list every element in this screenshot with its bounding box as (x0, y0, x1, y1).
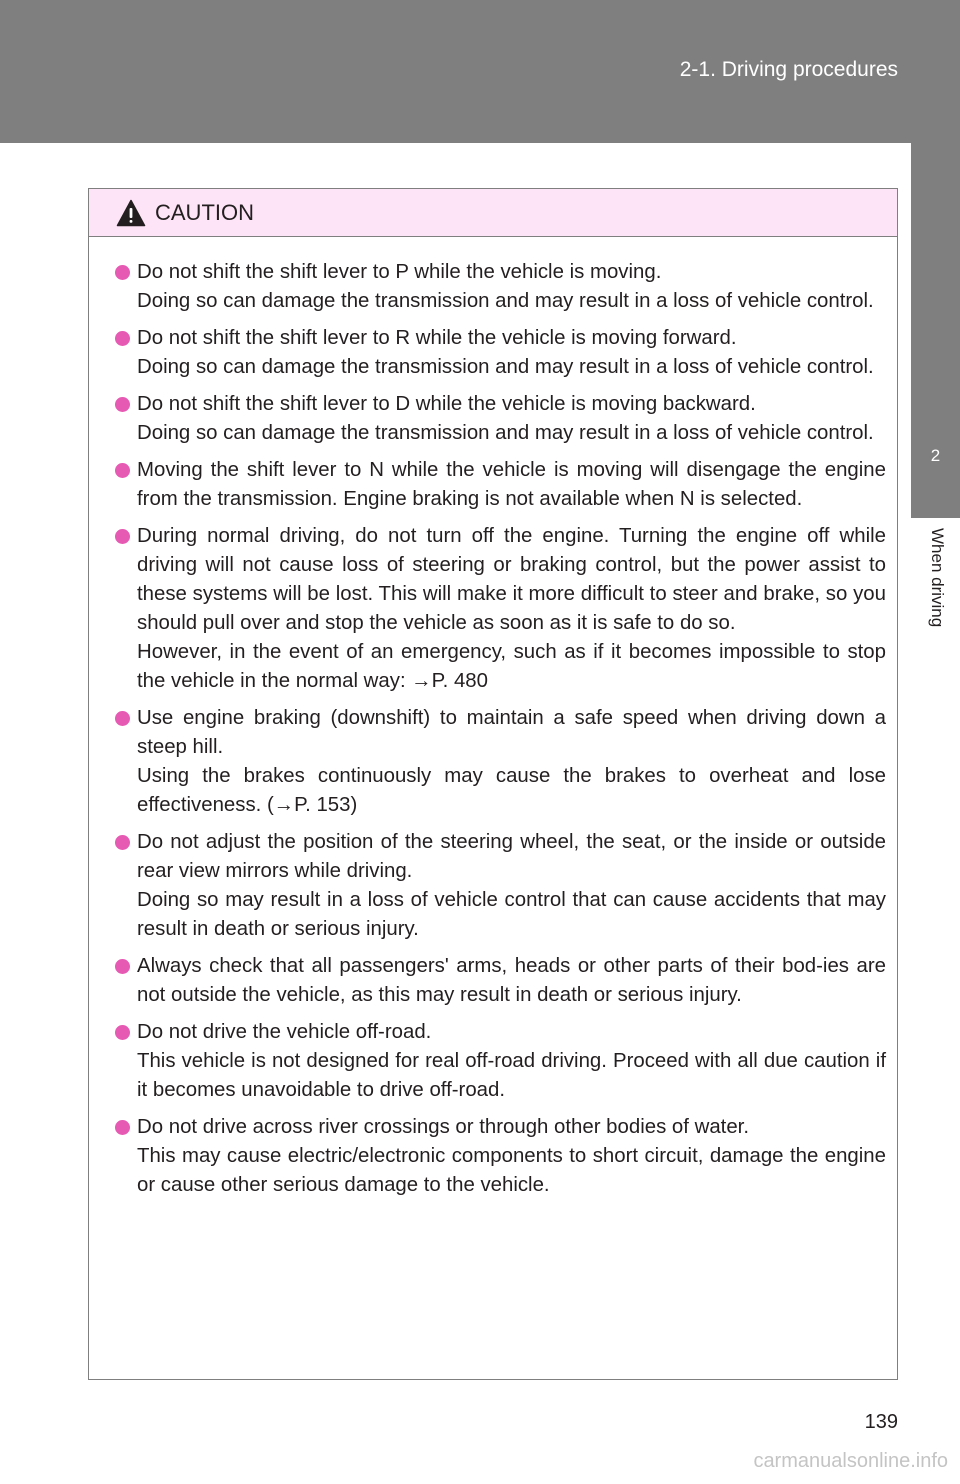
bullet-icon (115, 463, 130, 478)
caution-explanation: This vehicle is not designed for real off-road driving. Proceed with all due caution if it becomes unavoidable to drive off-road. (137, 1050, 886, 1101)
caution-title: CAUTION (155, 199, 254, 225)
caution-statement: Moving the shift lever to N while the vehicle is moving will disengage the engine from the transmission. Engine braking is not available when N is selected. (137, 459, 886, 510)
caution-statement: Do not drive the vehicle off-road. (137, 1021, 432, 1043)
bullet-icon (115, 1025, 130, 1040)
chapter-label: When driving (928, 528, 947, 628)
section-title: 2-1. Driving procedures (679, 58, 898, 81)
caution-item (115, 390, 886, 448)
caution-statement: Always check that all passengers' arms, heads or other parts of their bod-ies are not outside the vehicle, as this may result in death or serious injury. (137, 955, 886, 1006)
caution-item (115, 522, 886, 696)
caution-explanation: Using the brakes continuously may cause the brakes to overheat and lose effectiveness. (→P. 153) (137, 765, 886, 816)
warning-triangle-icon (116, 199, 146, 227)
caution-explanation: Doing so can damage the transmission and may result in a loss of vehicle control. (137, 422, 874, 444)
caution-statement: Use engine braking (downshift) to maintain a safe speed when driving down a steep hill. (137, 707, 886, 758)
caution-item (115, 704, 886, 820)
bullet-icon (115, 529, 130, 544)
watermark: carmanualsonline.info (753, 1450, 948, 1472)
caution-statement: Do not drive across river crossings or through other bodies of water. (137, 1116, 750, 1138)
caution-item (115, 828, 886, 944)
caution-item (115, 1018, 886, 1105)
header-band (0, 0, 960, 143)
caution-item (115, 952, 886, 1010)
caution-statement: Do not shift the shift lever to R while the vehicle is moving forward. (137, 327, 737, 349)
bullet-icon (115, 331, 130, 346)
page-number: 139 (864, 1411, 898, 1433)
bullet-icon (115, 711, 130, 726)
caution-list (89, 237, 897, 1200)
caution-explanation: Doing so can damage the transmission and may result in a loss of vehicle control. (137, 290, 874, 312)
bullet-icon (115, 265, 130, 280)
caution-statement: Do not adjust the position of the steering wheel, the seat, or the inside or outside rear view mirrors while driving. (137, 831, 886, 882)
caution-explanation: Doing so can damage the transmission and may result in a loss of vehicle control. (137, 356, 874, 378)
caution-statement: During normal driving, do not turn off the engine. Turning the engine off while driving will not cause loss of steering or braking control, but the power assist to these systems will be lost. This will make it more difficult to steer and brake, so you should pull over and stop the vehicle as soon as it is safe to do so. (137, 525, 886, 634)
caution-item (115, 324, 886, 382)
bullet-icon (115, 397, 130, 412)
caution-explanation: Doing so may result in a loss of vehicle control that can cause accidents that may result in death or serious injury. (137, 889, 886, 940)
caution-header (89, 189, 897, 237)
caution-statement: Do not shift the shift lever to D while the vehicle is moving backward. (137, 393, 756, 415)
caution-explanation: However, in the event of an emergency, such as if it becomes impossible to stop the vehicle in the normal way: →P. 480 (137, 641, 886, 692)
bullet-icon (115, 1120, 130, 1135)
bullet-icon (115, 835, 130, 850)
chapter-number: 2 (930, 446, 941, 465)
caution-item (115, 258, 886, 316)
caution-box (88, 188, 898, 1380)
bullet-icon (115, 959, 130, 974)
caution-item (115, 1113, 886, 1200)
caution-statement: Do not shift the shift lever to P while the vehicle is moving. (137, 261, 662, 283)
caution-explanation: This may cause electric/electronic components to short circuit, damage the engine or cause other serious damage to the vehicle. (137, 1145, 886, 1196)
caution-item (115, 456, 886, 514)
